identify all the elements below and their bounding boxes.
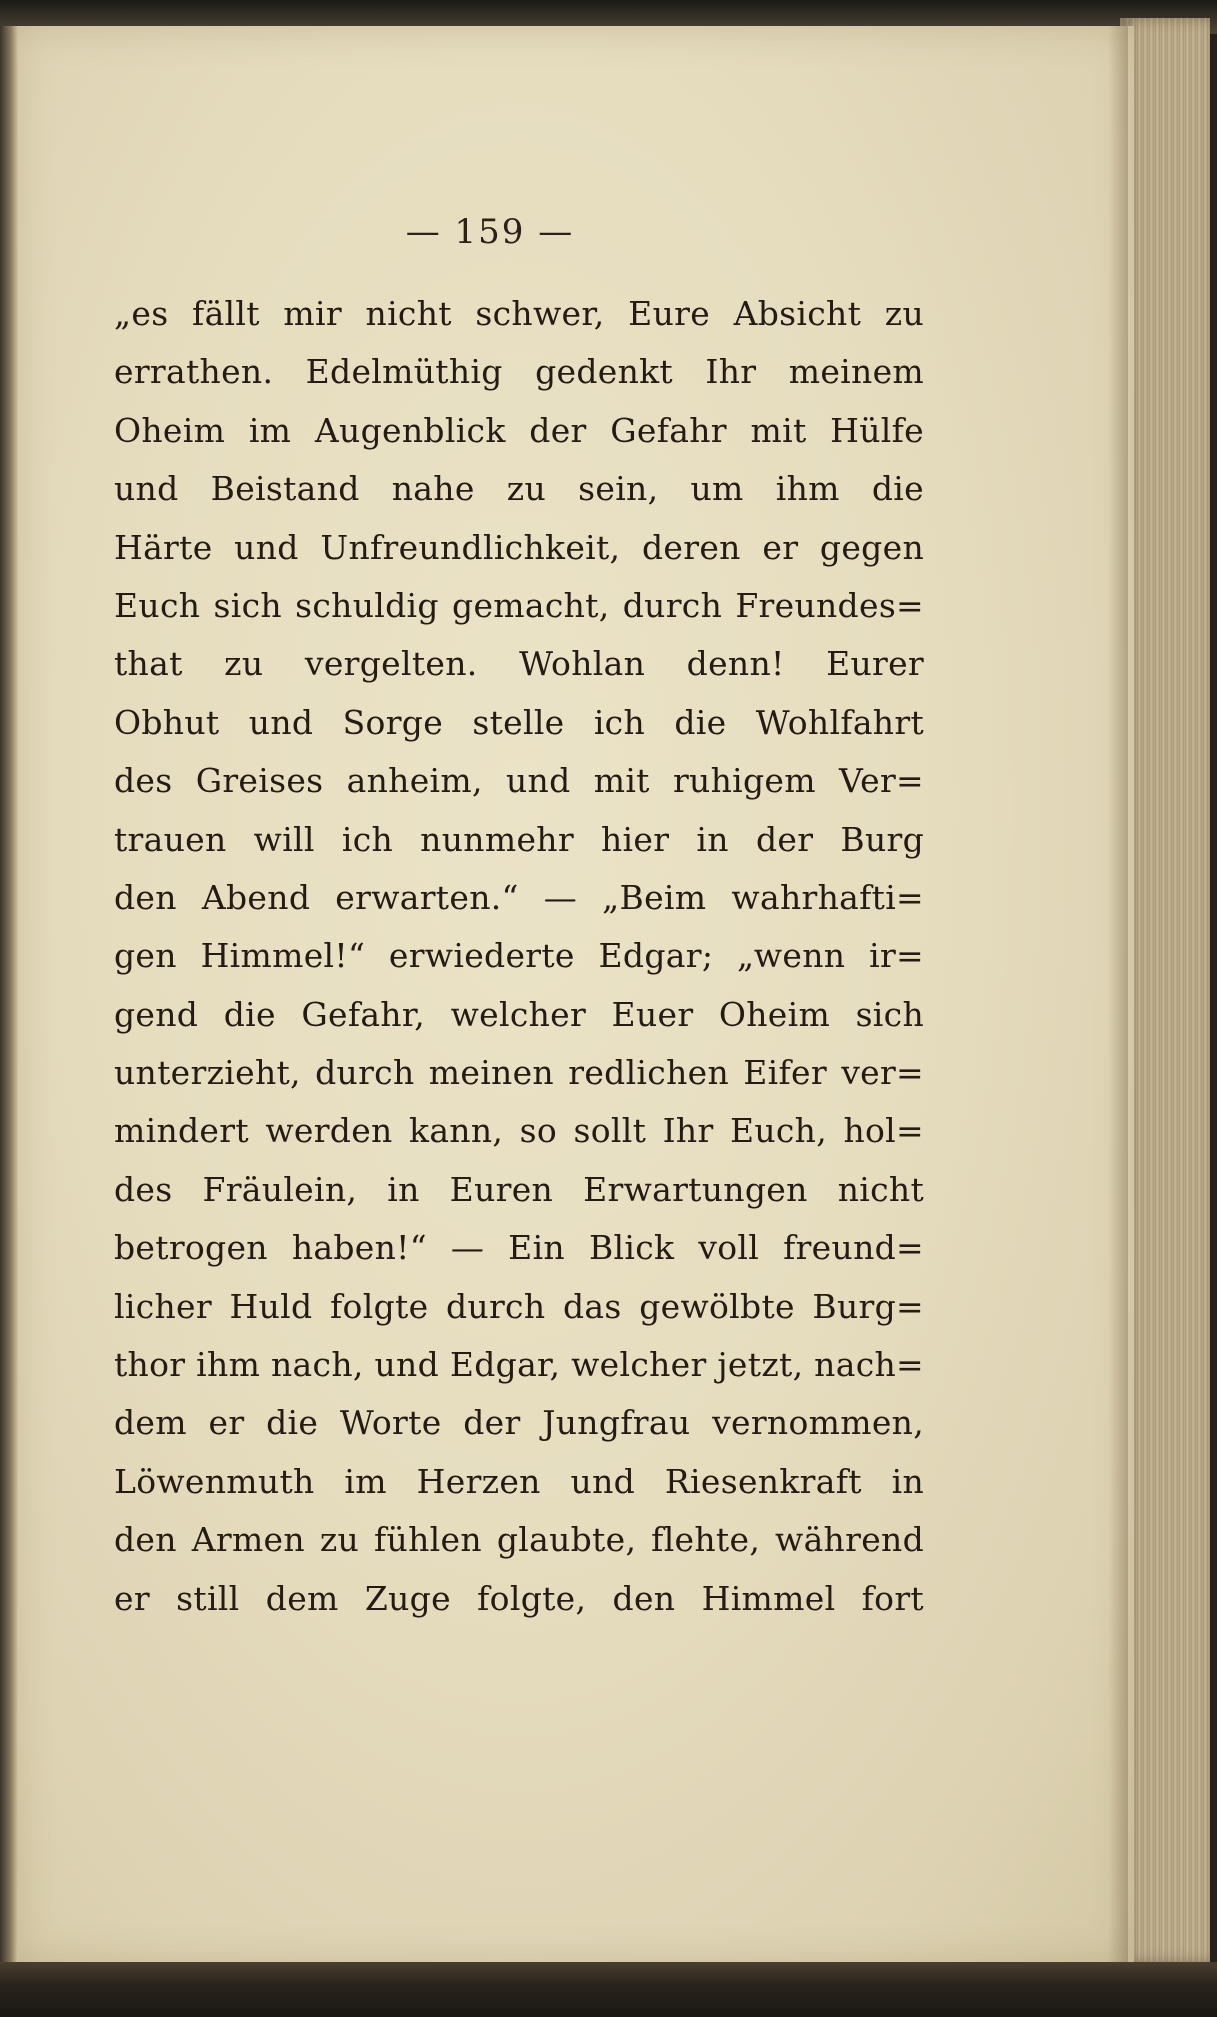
text-line: mindert werden kann, so sollt Ihr Euch, hol=: [114, 1111, 924, 1151]
text-line: licher Huld folgte durch das gewölbte Burg=: [114, 1286, 924, 1326]
text-line: trauen will ich nunmehr hier in der Burg: [114, 819, 924, 859]
text-line: den Armen zu fühlen glaubte, flehte, während: [114, 1520, 924, 1560]
text-line: that zu vergelten. Wohlan denn! Eurer: [114, 644, 924, 684]
text-line: Oheim im Augenblick der Gefahr mit Hülfe: [114, 410, 924, 450]
text-line: Euch sich schuldig gemacht, durch Freundes=: [114, 585, 924, 625]
page-number-header: — 159 —: [405, 212, 575, 252]
text-line: unterzieht, durch meinen redlichen Eifer ver=: [114, 1053, 924, 1093]
text-line: betrogen haben!“ — Ein Blick voll freund=: [114, 1228, 924, 1268]
text-line: des Fräulein, in Euren Erwartungen nicht: [114, 1169, 924, 1209]
text-line: „es fällt mir nicht schwer, Eure Absicht zu: [114, 294, 924, 333]
text-line: den Abend erwarten.“ — „Beim wahrhafti=: [114, 877, 924, 917]
text-line: errathen. Edelmüthig gedenkt Ihr meinem: [114, 352, 924, 392]
book-bottom-edge: [0, 1962, 1217, 2017]
text-line: thor ihm nach, und Edgar, welcher jetzt, nach=: [114, 1345, 924, 1385]
text-line: dem er die Worte der Jungfrau vernommen,: [114, 1403, 924, 1443]
text-line: Löwenmuth im Herzen und Riesenkraft in: [114, 1461, 924, 1501]
body-text: [114, 285, 924, 1628]
text-line: Härte und Unfreundlichkeit, deren er gegen: [114, 527, 924, 567]
text-line: des Greises anheim, und mit ruhigem Ver=: [114, 761, 924, 801]
text-line: gen Himmel!“ erwiederte Edgar; „wenn ir=: [114, 936, 924, 976]
text-line: er still dem Zuge folgte, den Himmel fort: [114, 1578, 924, 1618]
cover-left-edge: [0, 26, 18, 1966]
text-line: Obhut und Sorge stelle ich die Wohlfahrt: [114, 702, 924, 742]
text-line: gend die Gefahr, welcher Euer Oheim sich: [114, 994, 924, 1034]
text-line: und Beistand nahe zu sein, um ihm die: [114, 469, 924, 509]
page-gutter-shadow: [1108, 26, 1128, 1966]
